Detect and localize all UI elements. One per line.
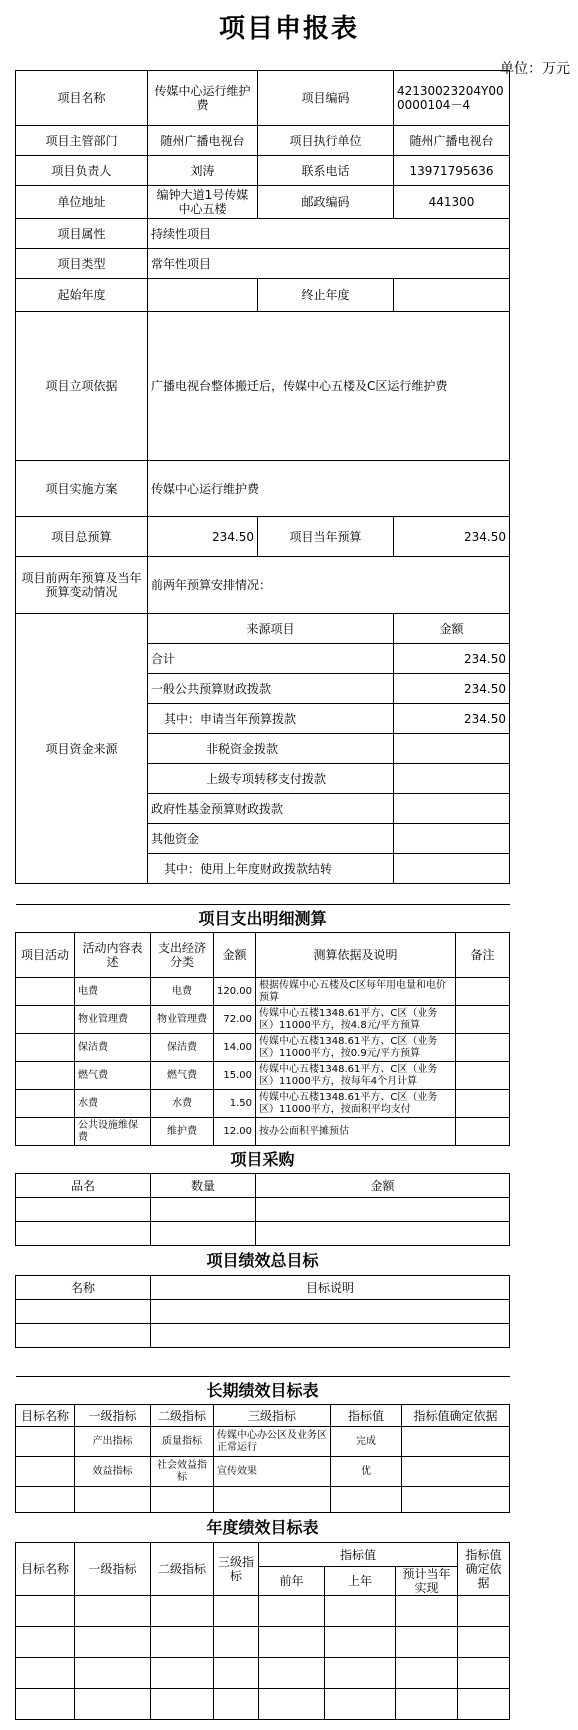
expense-class: 燃气费	[151, 1062, 214, 1090]
expense-amount: 15.00	[214, 1062, 256, 1090]
annual-section-title: 年度绩效目标表	[16, 1513, 510, 1543]
expense-note	[456, 1090, 510, 1118]
expense-header: 金额	[214, 933, 256, 978]
long-term-header: 目标名称	[16, 1405, 75, 1427]
annual-header-l2: 二级指标	[151, 1543, 214, 1596]
long-term-l2: 质量指标	[151, 1427, 214, 1457]
fund-row-name: 其他资金	[148, 824, 394, 854]
expense-class: 电费	[151, 978, 214, 1006]
page-title: 项目申报表	[218, 14, 359, 44]
fund-row-name: 其中：使用上年度财政拨款结转	[148, 854, 394, 884]
type-value: 常年性项目	[148, 249, 510, 279]
annual-header-name: 目标名称	[16, 1543, 75, 1596]
long-term-header: 指标值	[331, 1405, 402, 1427]
long-term-l3: 宣传效果	[214, 1457, 331, 1487]
fund-row-amount	[394, 794, 510, 824]
long-term-header: 一级指标	[75, 1405, 151, 1427]
plan-label: 项目实施方案	[16, 461, 148, 517]
purchase-header-name: 品名	[16, 1174, 151, 1198]
purchase-header-amount: 金额	[256, 1174, 510, 1198]
zip-value: 441300	[394, 186, 510, 219]
address-label: 单位地址	[16, 186, 148, 219]
expense-class: 物业管理费	[151, 1006, 214, 1034]
annual-header-expected: 预计当年实现	[396, 1567, 458, 1596]
expense-row	[16, 978, 510, 1006]
expense-activity	[16, 1062, 75, 1090]
year-budget-value: 234.50	[394, 517, 510, 557]
expense-amount: 72.00	[214, 1006, 256, 1034]
expense-note	[456, 1006, 510, 1034]
year-budget-label: 项目当年预算	[258, 517, 394, 557]
expense-header: 支出经济分类	[151, 933, 214, 978]
perf-header-name: 名称	[16, 1276, 151, 1300]
annual-row	[16, 1689, 510, 1720]
fund-row-name: 合计	[148, 644, 394, 674]
long-term-basis	[402, 1457, 510, 1487]
expense-basis: 根据传媒中心五楼及C区每年用电量和电价预算	[256, 978, 456, 1006]
long-term-l3: 传媒中心办公区及业务区正常运行	[214, 1427, 331, 1457]
expense-activity	[16, 1118, 75, 1146]
long-term-header: 三级指标	[214, 1405, 331, 1427]
annual-header-l3: 三级指标	[214, 1543, 259, 1596]
long-term-table	[15, 1376, 510, 1513]
attr-label: 项目属性	[16, 219, 148, 249]
long-term-header: 二级指标	[151, 1405, 214, 1427]
long-term-row	[16, 1487, 510, 1513]
expense-amount: 14.00	[214, 1034, 256, 1062]
fund-row-name: 政府性基金预算财政拨款	[148, 794, 394, 824]
expense-note	[456, 1062, 510, 1090]
expense-activity	[16, 978, 75, 1006]
annual-table	[15, 1512, 510, 1720]
fund-row-name: 上级专项转移支付拨款	[148, 764, 394, 794]
perf-row	[16, 1324, 510, 1348]
basis-label: 项目立项依据	[16, 312, 148, 461]
expense-amount: 120.00	[214, 978, 256, 1006]
long-term-name	[16, 1427, 75, 1457]
long-term-value: 优	[331, 1457, 402, 1487]
fund-row-amount	[394, 854, 510, 884]
expense-activity	[16, 1006, 75, 1034]
long-term-l2: 社会效益指标	[151, 1457, 214, 1487]
fund-row-amount	[394, 764, 510, 794]
fund-row-amount	[394, 734, 510, 764]
fund-row-amount: 234.50	[394, 704, 510, 734]
annual-header-value: 指标值	[259, 1543, 458, 1567]
expense-row	[16, 1034, 510, 1062]
expense-row	[16, 1062, 510, 1090]
basis-value: 广播电视台整体搬迁后，传媒中心五楼及C区运行维护费	[148, 312, 510, 461]
phone-value: 13971795636	[394, 156, 510, 186]
expense-content: 水费	[75, 1090, 151, 1118]
long-term-l1: 产出指标	[75, 1427, 151, 1457]
project-name-label: 项目名称	[16, 71, 148, 126]
fund-col-amount: 金额	[394, 614, 510, 644]
expense-content: 公共设施维保费	[75, 1118, 151, 1146]
long-term-basis	[402, 1427, 510, 1457]
expense-header: 备注	[456, 933, 510, 978]
long-term-value: 完成	[331, 1427, 402, 1457]
purchase-section-title: 项目采购	[16, 1146, 510, 1174]
expense-content: 物业管理费	[75, 1006, 151, 1034]
project-name-value: 传媒中心运行维护费	[148, 71, 258, 126]
expense-row	[16, 1090, 510, 1118]
fund-row-amount: 234.50	[394, 674, 510, 704]
expense-note	[456, 1034, 510, 1062]
annual-header-basis: 指标值确定依据	[458, 1543, 510, 1596]
address-value: 编钟大道1号传媒中心五楼	[148, 186, 258, 219]
fund-col-source: 来源项目	[148, 614, 394, 644]
leader-value: 刘涛	[148, 156, 258, 186]
expense-note	[456, 1118, 510, 1146]
zip-label: 邮政编码	[258, 186, 394, 219]
expense-note	[456, 978, 510, 1006]
expense-section-title: 项目支出明细测算	[16, 905, 510, 933]
annual-header-prev2: 前年	[259, 1567, 325, 1596]
dept-label: 项目主管部门	[16, 126, 148, 156]
leader-label: 项目负责人	[16, 156, 148, 186]
expense-basis: 按办公面积平摊预估	[256, 1118, 456, 1146]
type-label: 项目类型	[16, 249, 148, 279]
expense-amount: 12.00	[214, 1118, 256, 1146]
perf-section-title: 项目绩效总目标	[16, 1246, 510, 1276]
start-year-value	[148, 279, 258, 312]
expense-row	[16, 1118, 510, 1146]
expense-basis: 传媒中心五楼1348.61平方、C区（业务区）11000平方，按4.8元/平方预算	[256, 1006, 456, 1034]
expense-activity	[16, 1034, 75, 1062]
long-term-l1: 效益指标	[75, 1457, 151, 1487]
expense-header: 项目活动	[16, 933, 75, 978]
purchase-header-qty: 数量	[151, 1174, 256, 1198]
total-budget-label: 项目总预算	[16, 517, 148, 557]
expense-content: 电费	[75, 978, 151, 1006]
expense-basis: 传媒中心五楼1348.61平方、C区（业务区）11000平方，按面积平均支付	[256, 1090, 456, 1118]
expense-amount: 1.50	[214, 1090, 256, 1118]
fund-row-amount	[394, 824, 510, 854]
long-term-row	[16, 1427, 510, 1457]
project-info-table	[15, 70, 510, 884]
expense-header: 测算依据及说明	[256, 933, 456, 978]
long-term-header: 指标值确定依据	[402, 1405, 510, 1427]
budget-change-value: 前两年预算安排情况：	[148, 557, 510, 614]
fund-row-name: 其中：申请当年预算拨款	[148, 704, 394, 734]
annual-row	[16, 1596, 510, 1627]
annual-header-l1: 一级指标	[75, 1543, 151, 1596]
expense-content: 燃气费	[75, 1062, 151, 1090]
end-year-value	[394, 279, 510, 312]
long-term-row	[16, 1457, 510, 1487]
end-year-label: 终止年度	[258, 279, 394, 312]
fund-source-label: 项目资金来源	[16, 614, 148, 884]
expense-basis: 传媒中心五楼1348.61平方、C区（业务区）11000平方，按0.9元/平方预算	[256, 1034, 456, 1062]
expense-table	[15, 904, 510, 1348]
expense-class: 维护费	[151, 1118, 214, 1146]
exec-label: 项目执行单位	[258, 126, 394, 156]
fund-row-name: 一般公共预算财政拨款	[148, 674, 394, 704]
exec-value: 随州广播电视台	[394, 126, 510, 156]
long-term-name	[16, 1457, 75, 1487]
dept-value: 随州广播电视台	[148, 126, 258, 156]
budget-change-label: 项目前两年预算及当年预算变动情况	[16, 557, 148, 614]
expense-content: 保洁费	[75, 1034, 151, 1062]
unit-label: 单位：万元	[500, 61, 570, 77]
project-code-value: 42130023204Y000000104－4	[394, 71, 510, 126]
expense-class: 保洁费	[151, 1034, 214, 1062]
purchase-row	[16, 1198, 510, 1222]
annual-row	[16, 1658, 510, 1689]
annual-header-prev1: 上年	[325, 1567, 396, 1596]
expense-basis: 传媒中心五楼1348.61平方、C区（业务区）11000平方，按每年4个月计算	[256, 1062, 456, 1090]
project-code-label: 项目编码	[258, 71, 394, 126]
expense-activity	[16, 1090, 75, 1118]
total-budget-value: 234.50	[148, 517, 258, 557]
fund-row-amount: 234.50	[394, 644, 510, 674]
expense-row	[16, 1006, 510, 1034]
perf-header-desc: 目标说明	[151, 1276, 510, 1300]
phone-label: 联系电话	[258, 156, 394, 186]
annual-row	[16, 1627, 510, 1658]
start-year-label: 起始年度	[16, 279, 148, 312]
perf-row	[16, 1300, 510, 1324]
attr-value: 持续性项目	[148, 219, 510, 249]
expense-header: 活动内容表述	[75, 933, 151, 978]
fund-row-name: 非税资金拨款	[148, 734, 394, 764]
long-term-section-title: 长期绩效目标表	[16, 1377, 510, 1405]
plan-value: 传媒中心运行维护费	[148, 461, 510, 517]
expense-class: 水费	[151, 1090, 214, 1118]
purchase-row	[16, 1222, 510, 1246]
